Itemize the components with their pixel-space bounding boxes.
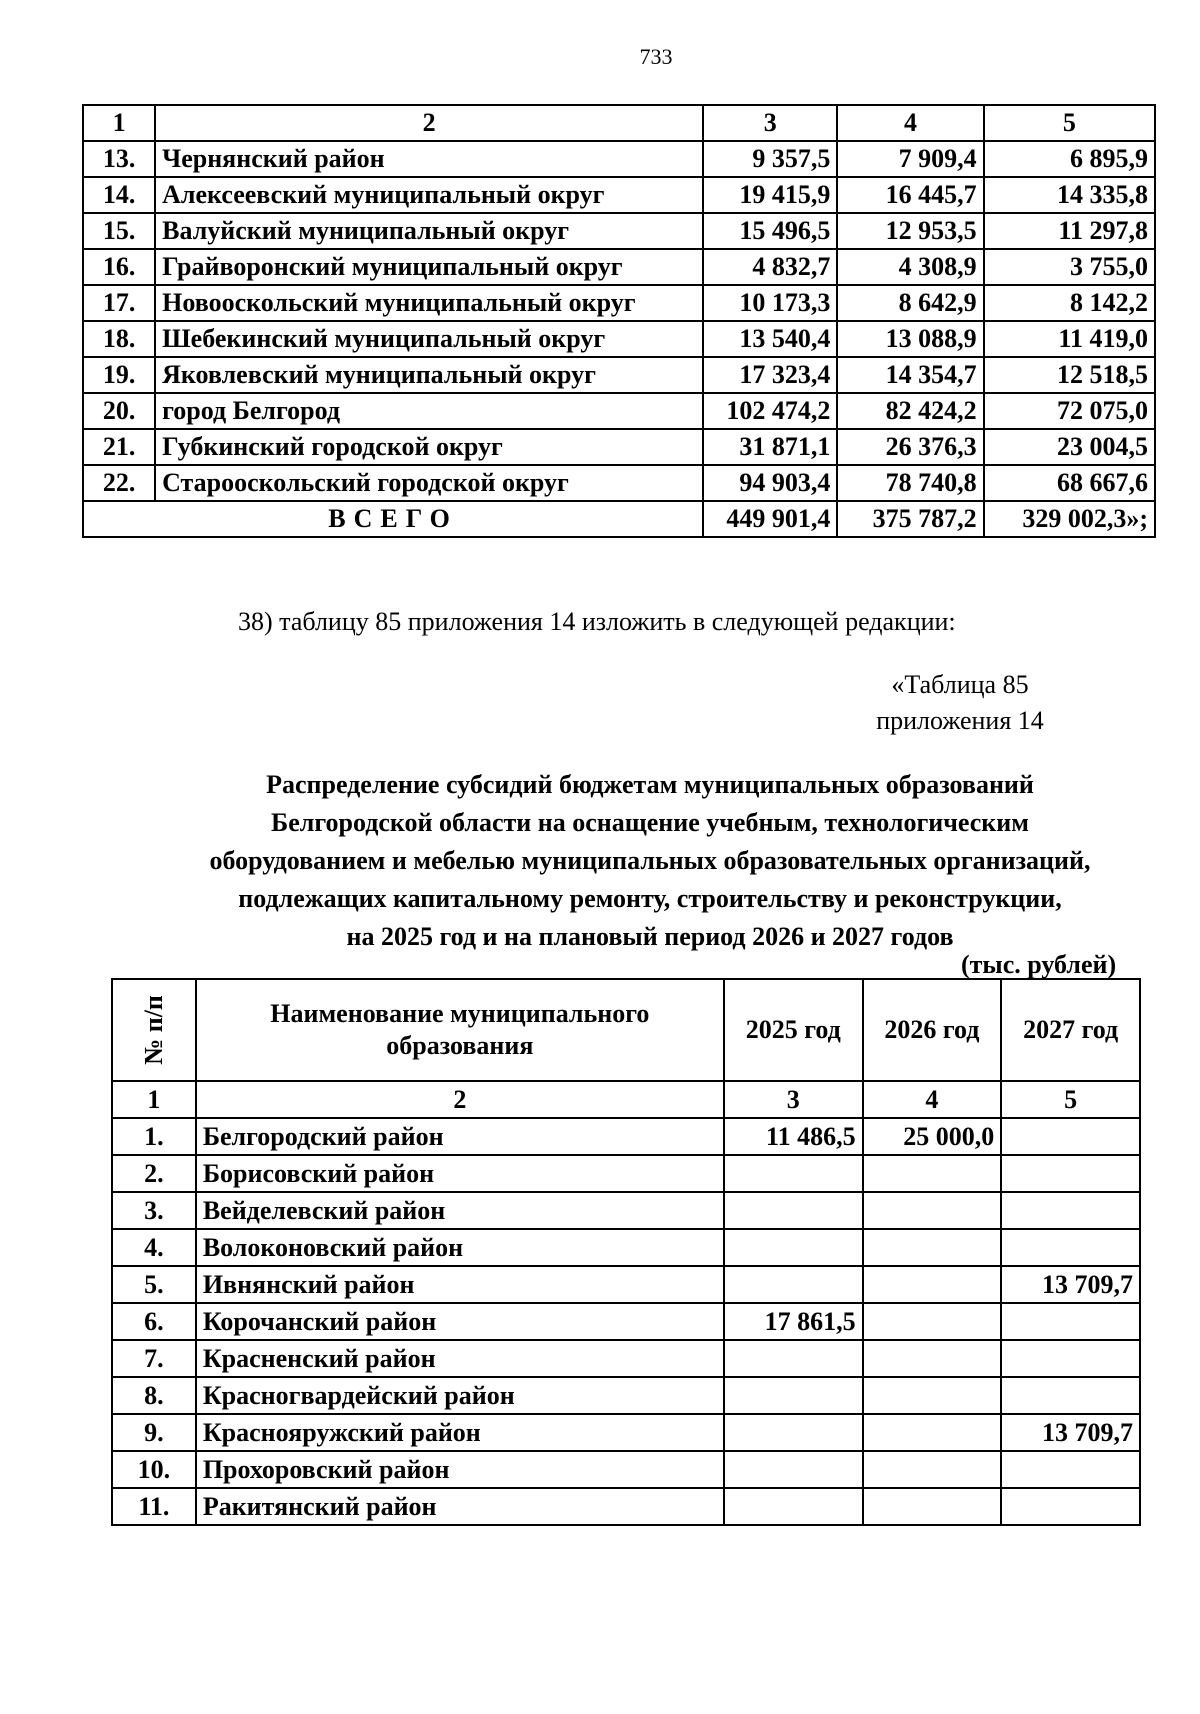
municipality-name: Красногвардейский район [196, 1377, 724, 1414]
column-number: 2 [155, 105, 703, 141]
row-number: 21. [83, 429, 155, 465]
allocation-table-continued [82, 104, 1156, 538]
value-2025: 15 496,5 [703, 213, 837, 249]
value-2025: 102 474,2 [703, 393, 837, 429]
header-row [112, 979, 1140, 1081]
municipality-name: Ивнянский район [196, 1266, 724, 1303]
value-2025: 17 323,4 [703, 357, 837, 393]
municipality-name: Борисовский район [196, 1155, 724, 1192]
value-2026 [863, 1303, 1002, 1340]
total-row [83, 501, 1155, 537]
title-line: оборудованием и мебелью муниципальных образовательных организаций, [209, 846, 1091, 875]
header-2027: 2027 год [1001, 979, 1140, 1081]
column-number: 1 [112, 1081, 196, 1118]
title-line: Белгородской области на оснащение учебным, технологическим [271, 808, 1029, 837]
municipality-name: Чернянский район [155, 141, 703, 177]
value-2026 [863, 1266, 1002, 1303]
row-number: 1. [112, 1118, 196, 1155]
row-number: 3. [112, 1192, 196, 1229]
value-2025 [724, 1414, 863, 1451]
column-number: 5 [1001, 1081, 1140, 1118]
page-number: 733 [639, 44, 673, 69]
table-row [83, 393, 1155, 429]
total-value: 449 901,4 [703, 501, 837, 537]
value-2027 [1001, 1377, 1140, 1414]
municipality-name: Краснояружский район [196, 1414, 724, 1451]
value-2027: 12 518,5 [984, 357, 1155, 393]
value-2025 [724, 1340, 863, 1377]
value-2027: 68 667,6 [984, 465, 1155, 501]
table-row [83, 285, 1155, 321]
value-2025: 17 861,5 [724, 1303, 863, 1340]
value-2027: 23 004,5 [984, 429, 1155, 465]
header-2025: 2025 год [724, 979, 863, 1081]
municipality-name: Грайворонский муниципальный округ [155, 249, 703, 285]
table-caption [860, 667, 1060, 739]
value-2026 [863, 1155, 1002, 1192]
value-2027: 8 142,2 [984, 285, 1155, 321]
value-2025 [724, 1488, 863, 1525]
header-name-line: Наименование муниципального [270, 999, 650, 1028]
value-2027: 6 895,9 [984, 141, 1155, 177]
column-number: 4 [863, 1081, 1002, 1118]
table-row [83, 321, 1155, 357]
municipality-name: город Белгород [155, 393, 703, 429]
municipality-name: Яковлевский муниципальный округ [155, 357, 703, 393]
table-row [83, 465, 1155, 501]
value-2025: 94 903,4 [703, 465, 837, 501]
municipality-name: Красненский район [196, 1340, 724, 1377]
value-2027 [1001, 1155, 1140, 1192]
column-number-row [112, 1081, 1140, 1118]
column-number: 2 [196, 1081, 724, 1118]
row-number: 20. [83, 393, 155, 429]
total-label: ВСЕГО [83, 501, 703, 537]
row-number: 9. [112, 1414, 196, 1451]
value-2026: 12 953,5 [837, 213, 983, 249]
column-number: 3 [703, 105, 837, 141]
municipality-name: Губкинский городской округ [155, 429, 703, 465]
column-number: 1 [83, 105, 155, 141]
value-2027 [1001, 1451, 1140, 1488]
total-value: 329 002,3»; [984, 501, 1155, 537]
value-2025: 11 486,5 [724, 1118, 863, 1155]
value-2027: 14 335,8 [984, 177, 1155, 213]
value-2025 [724, 1192, 863, 1229]
row-number: 14. [83, 177, 155, 213]
row-number: 7. [112, 1340, 196, 1377]
value-2026 [863, 1229, 1002, 1266]
row-number: 16. [83, 249, 155, 285]
header-name-line: образования [386, 1031, 534, 1060]
value-2027 [1001, 1229, 1140, 1266]
column-number-row [83, 105, 1155, 141]
value-2026: 14 354,7 [837, 357, 983, 393]
value-2026 [863, 1377, 1002, 1414]
value-2026: 7 909,4 [837, 141, 983, 177]
table-row [112, 1414, 1140, 1451]
caption-table-number: «Таблица 85 [891, 670, 1029, 699]
table-row [112, 1192, 1140, 1229]
row-number: 18. [83, 321, 155, 357]
table-row [112, 1266, 1140, 1303]
row-number: 15. [83, 213, 155, 249]
value-2026: 26 376,3 [837, 429, 983, 465]
value-2025 [724, 1451, 863, 1488]
value-2027 [1001, 1488, 1140, 1525]
table-row [112, 1340, 1140, 1377]
row-number: 17. [83, 285, 155, 321]
value-2027 [1001, 1118, 1140, 1155]
row-number: 2. [112, 1155, 196, 1192]
top-table-body [83, 105, 1155, 537]
table-row [83, 357, 1155, 393]
value-2025 [724, 1377, 863, 1414]
caption-appendix: приложения 14 [876, 706, 1044, 735]
table-row [83, 141, 1155, 177]
value-2026 [863, 1451, 1002, 1488]
value-2026: 8 642,9 [837, 285, 983, 321]
value-2026: 4 308,9 [837, 249, 983, 285]
title-line: Распределение субсидий бюджетам муниципальных образований [266, 770, 1034, 799]
title-line: на 2025 год и на плановый период 2026 и 2027 годов [346, 922, 954, 951]
table-row [112, 1155, 1140, 1192]
table-row [112, 1377, 1140, 1414]
row-number: 8. [112, 1377, 196, 1414]
bottom-table-body [112, 979, 1140, 1525]
column-number: 5 [984, 105, 1155, 141]
value-2027 [1001, 1303, 1140, 1340]
table-row [83, 249, 1155, 285]
row-number: 4. [112, 1229, 196, 1266]
document-title [130, 766, 1170, 956]
value-2026 [863, 1192, 1002, 1229]
value-2026 [863, 1488, 1002, 1525]
value-2025: 9 357,5 [703, 141, 837, 177]
subsidy-distribution-table [111, 978, 1141, 1526]
total-value: 375 787,2 [837, 501, 983, 537]
title-line: подлежащих капитальному ремонту, строительству и реконструкции, [238, 884, 1062, 913]
municipality-name: Алексеевский муниципальный округ [155, 177, 703, 213]
row-number: 10. [112, 1451, 196, 1488]
municipality-name: Шебекинский муниципальный округ [155, 321, 703, 357]
municipality-name: Волоконовский район [196, 1229, 724, 1266]
column-number: 3 [724, 1081, 863, 1118]
table-row [83, 213, 1155, 249]
value-2025: 19 415,9 [703, 177, 837, 213]
value-2026: 16 445,7 [837, 177, 983, 213]
municipality-name: Вейделевский район [196, 1192, 724, 1229]
table-row [112, 1451, 1140, 1488]
municipality-name: Корочанский район [196, 1303, 724, 1340]
table-row [83, 429, 1155, 465]
value-2026: 78 740,8 [837, 465, 983, 501]
amendment-instruction: 38) таблицу 85 приложения 14 изложить в следующей редакции: [238, 607, 956, 636]
value-2027: 11 419,0 [984, 321, 1155, 357]
row-number: 22. [83, 465, 155, 501]
column-number: 4 [837, 105, 983, 141]
header-name [196, 979, 724, 1081]
value-2025 [724, 1155, 863, 1192]
municipality-name: Валуйский муниципальный округ [155, 213, 703, 249]
value-2027 [1001, 1192, 1140, 1229]
value-2025: 10 173,3 [703, 285, 837, 321]
value-2027: 3 755,0 [984, 249, 1155, 285]
municipality-name: Ракитянский район [196, 1488, 724, 1525]
value-2025 [724, 1229, 863, 1266]
value-2025: 31 871,1 [703, 429, 837, 465]
row-number: 19. [83, 357, 155, 393]
value-2026 [863, 1340, 1002, 1377]
units-label: (тыс. рублей) [961, 950, 1117, 979]
header-2026: 2026 год [863, 979, 1002, 1081]
row-number: 6. [112, 1303, 196, 1340]
row-number: 13. [83, 141, 155, 177]
table-row [112, 1488, 1140, 1525]
table-row [83, 177, 1155, 213]
table-row [112, 1229, 1140, 1266]
row-number: 5. [112, 1266, 196, 1303]
municipality-name: Старооскольский городской округ [155, 465, 703, 501]
value-2026: 82 424,2 [837, 393, 983, 429]
value-2025: 4 832,7 [703, 249, 837, 285]
table-row [112, 1118, 1140, 1155]
value-2026: 25 000,0 [863, 1118, 1002, 1155]
value-2025 [724, 1266, 863, 1303]
header-num [112, 979, 196, 1081]
value-2027: 13 709,7 [1001, 1266, 1140, 1303]
value-2026: 13 088,9 [837, 321, 983, 357]
value-2027 [1001, 1340, 1140, 1377]
table-row [112, 1303, 1140, 1340]
municipality-name: Прохоровский район [196, 1451, 724, 1488]
value-2027: 72 075,0 [984, 393, 1155, 429]
value-2027: 11 297,8 [984, 213, 1155, 249]
row-number: 11. [112, 1488, 196, 1525]
header-num-label: № п/п [138, 995, 168, 1065]
municipality-name: Новооскольский муниципальный округ [155, 285, 703, 321]
municipality-name: Белгородский район [196, 1118, 724, 1155]
value-2026 [863, 1414, 1002, 1451]
value-2025: 13 540,4 [703, 321, 837, 357]
value-2027: 13 709,7 [1001, 1414, 1140, 1451]
